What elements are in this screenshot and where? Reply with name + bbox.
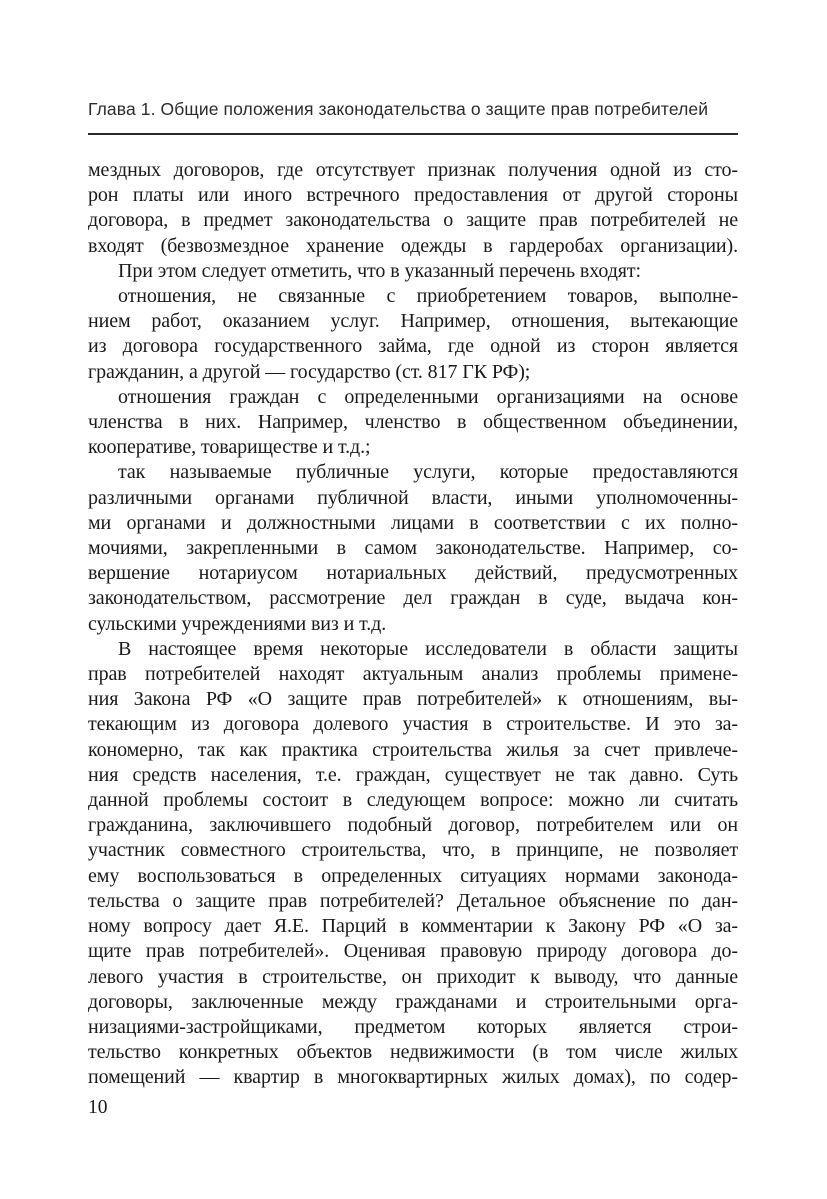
text-line: данной проблемы состоит в следующем вопросе: можно ли считать	[88, 789, 738, 812]
paragraph	[88, 284, 738, 385]
text-line: мочиями, закрепленными в самом законодательстве. Например, со-	[88, 537, 738, 560]
text-line: законодательством, рассмотрение дел граждан в суде, выдача кон-	[88, 587, 738, 610]
body-text	[88, 158, 738, 1091]
text-line: При этом следует отметить, что в указанный перечень входят:	[118, 259, 641, 282]
paragraph	[88, 637, 738, 1091]
paragraph	[88, 460, 738, 636]
text-line: сульскими учреждениями виз и т.д.	[88, 612, 387, 635]
text-line: тельства о защите прав потребителей? Детальное объяснение по дан-	[88, 889, 738, 912]
text-line: левого участия в строительстве, он приходит к выводу, что данные	[88, 965, 738, 988]
text-line: кономерно, так как практика строительства жилья за счет привлече-	[88, 738, 738, 761]
header-rule	[88, 133, 738, 135]
text-line: входят (безвозмездное хранение одежды в гардеробах организации).	[88, 234, 738, 257]
text-line: нием работ, оказанием услуг. Например, отношения, вытекающие	[88, 310, 738, 333]
paragraph	[88, 158, 738, 259]
text-line: тельство конкретных объектов недвижимости (в том числе жилых	[88, 1041, 738, 1064]
text-line: ему воспользоваться в определенных ситуациях нормами законода-	[88, 864, 738, 887]
text-line: кооперативе, товариществе и т.д.;	[88, 436, 371, 459]
text-line: из договора государственного займа, где одной из сторон является	[88, 335, 738, 358]
text-line: отношения граждан с определенными организациями на основе	[118, 385, 738, 408]
text-line: ния средств населения, т.е. граждан, существует не так давно. Суть	[88, 763, 738, 786]
text-line: гражданина, заключившего подобный договор, потребителем или он	[88, 814, 738, 837]
text-line: различными органами публичной власти, иными уполномоченны-	[88, 486, 738, 509]
text-line: членства в них. Например, членство в общественном объединении,	[88, 411, 738, 434]
text-line: низациями-застройщиками, предметом которых является строи-	[88, 1015, 738, 1038]
text-line: договоры, заключенные между гражданами и строительными орга-	[88, 990, 738, 1013]
text-line: договора, в предмет законодательства о защите прав потребителей не	[88, 209, 738, 232]
text-line: текающим из договора долевого участия в строительстве. И это за-	[88, 713, 738, 736]
text-line: вершение нотариусом нотариальных действий, предусмотренных	[88, 562, 738, 585]
paragraph	[88, 385, 738, 461]
text-line: мездных договоров, где отсутствует признак получения одной из сто-	[88, 159, 738, 181]
text-line: гражданин, а другой — государство (ст. 817 ГК РФ);	[88, 360, 531, 383]
text-line: участник совместного строительства, что, в принципе, не позволяет	[88, 839, 738, 862]
text-line: ния Закона РФ «О защите прав потребителей» к отношениям, вы-	[88, 688, 738, 711]
text-line: отношения, не связанные с приобретением товаров, выполне-	[118, 285, 738, 308]
page-number: 10	[88, 1097, 108, 1118]
text-line: ному вопросу дает Я.Е. Парций в комментарии к Закону РФ «О за-	[88, 915, 738, 938]
text-line: щите прав потребителей». Оценивая правовую природу договора до-	[88, 940, 738, 963]
text-line: помещений — квартир в многоквартирных жилых домах), по содер-	[88, 1066, 738, 1089]
text-line: прав потребителей находят актуальным анализ проблемы примене-	[88, 663, 738, 686]
text-line: рон платы или иного встречного предоставления от другой стороны	[88, 184, 738, 207]
paragraph	[88, 259, 738, 284]
text-line: так называемые публичные услуги, которые предоставляются	[118, 461, 738, 484]
text-line: В настоящее время некоторые исследователи в области защиты	[118, 637, 738, 660]
running-header: Глава 1. Общие положения законодательства о защите прав потребителей	[88, 99, 709, 119]
text-line: ми органами и должностными лицами в соответствии с их полно-	[88, 511, 738, 534]
